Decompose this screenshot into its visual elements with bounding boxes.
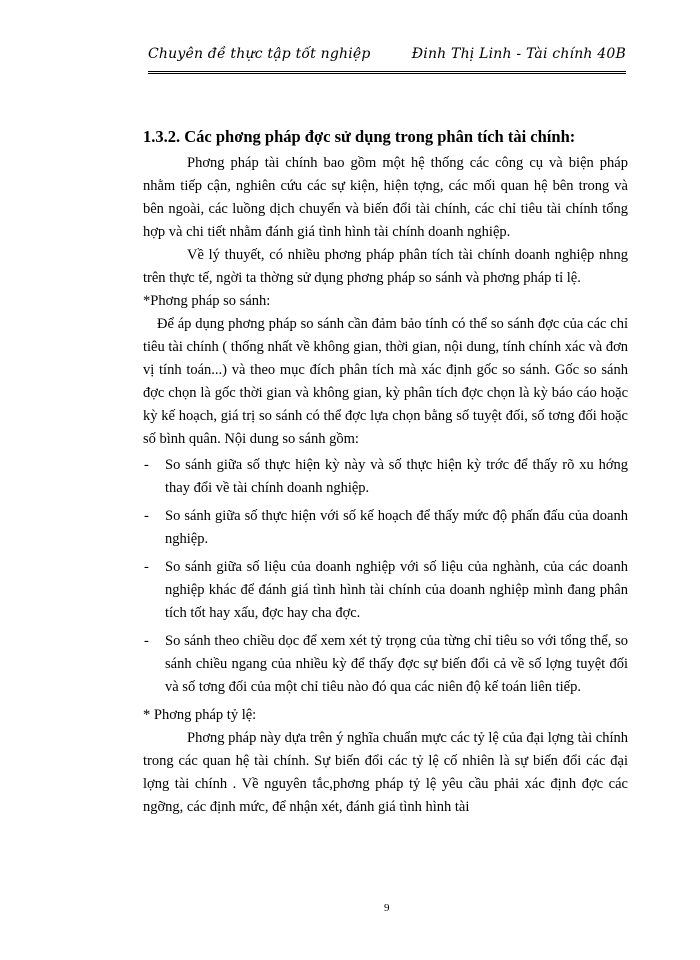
header-left-text: Chuyên đề thực tập tốt nghiệp bbox=[148, 46, 371, 62]
bullet-marker: - bbox=[144, 508, 149, 524]
bullet-marker: - bbox=[144, 457, 149, 473]
section-title: 1.3.2. Các phơng pháp đợc sử dụng trong phân tích tài chính: bbox=[143, 127, 576, 146]
bullet-marker: - bbox=[144, 559, 149, 575]
list-item bbox=[143, 556, 628, 625]
page-header bbox=[148, 40, 626, 74]
document-body bbox=[143, 124, 628, 819]
header-rule bbox=[148, 71, 626, 74]
paragraph-ratio: Phơng pháp này dựa trên ý nghĩa chuẩn mực các tỷ lệ của đại lợng tài chính trong các quan hệ tài chính. Sự biến đổi các tỷ lệ cố nhiên là sự biến đổi các đại lợng tài chính . Về nguyên tắc,phơng pháp tỷ lệ yêu cầu phải xác định đợc các ngỡng, các định mức, để nhận xét, đánh giá tình hình tài bbox=[143, 730, 628, 815]
label-ratio-method: * Phơng pháp tỷ lệ: bbox=[143, 707, 257, 723]
page-number: 9 bbox=[384, 902, 390, 914]
list-item-text: So sánh giữa số thực hiện kỳ này và số thực hiện kỳ trớc để thấy rõ xu hớng thay đổi về tài chính doanh nghiệp. bbox=[165, 457, 628, 496]
bullet-marker: - bbox=[144, 633, 149, 649]
list-item-text: So sánh giữa số liệu của doanh nghiệp với số liệu của nghành, của các doanh nghiệp khác để đánh giá tình hình tài chính của doanh nghiệp mình đang phân tích tốt hay xấu, đợc hay cha đợc. bbox=[165, 559, 628, 621]
list-item bbox=[143, 630, 628, 699]
header-right-text: Đinh Thị Linh - Tài chính 40B bbox=[411, 46, 626, 62]
paragraph-comparison: Để áp dụng phơng pháp so sánh cần đảm bảo tính có thể so sánh đợc của các chỉ tiêu tài chính ( thống nhất về không gian, thời gian, nội dung, tính chính xác và đơn vị tính toán...) và theo mục đích phân tích mà xác định gốc so sánh. Gốc so sánh đợc chọn là gốc thời gian và không gian, kỳ phân tích đợc chọn là kỳ báo cáo hoặc kỳ kế hoạch, giá trị so sánh có thể đợc lựa chọn bằng số tuyệt đối, số tơng đối hoặc số bình quân. Nội dung so sánh gồm: bbox=[143, 316, 628, 447]
label-comparison-method: *Phơng pháp so sánh: bbox=[143, 293, 271, 309]
paragraph-theory: Về lý thuyết, có nhiều phơng pháp phân tích tài chính doanh nghiệp nhng trên thực tế, ngời ta thờng sử dụng phơng pháp so sánh và phơng pháp tỉ lệ. bbox=[143, 247, 628, 286]
list-item-text: So sánh giữa số thực hiện với số kế hoạch để thấy mức độ phấn đấu của doanh nghiệp. bbox=[165, 508, 628, 547]
comparison-list bbox=[143, 454, 628, 699]
paragraph-intro: Phơng pháp tài chính bao gồm một hệ thống các công cụ và biện pháp nhằm tiếp cận, nghiên cứu các sự kiện, hiện tợng, các mối quan hệ bên trong và bên ngoài, các luồng dịch chuyển và biến đổi tài chính, các chỉ tiêu tài chính tổng hợp và chi tiết nhằm đánh giá tình hình tài chính doanh nghiệp. bbox=[143, 155, 628, 240]
list-item-text: So sánh theo chiều dọc để xem xét tỷ trọng của từng chỉ tiêu so với tổng thể, so sánh chiều ngang của nhiều kỳ để thấy đợc sự biến đổi cả về số lợng tuyệt đối và số tơng đối của một chỉ tiêu nào đó qua các niên độ kế toán liên tiếp. bbox=[165, 633, 628, 695]
list-item bbox=[143, 454, 628, 500]
list-item bbox=[143, 505, 628, 551]
